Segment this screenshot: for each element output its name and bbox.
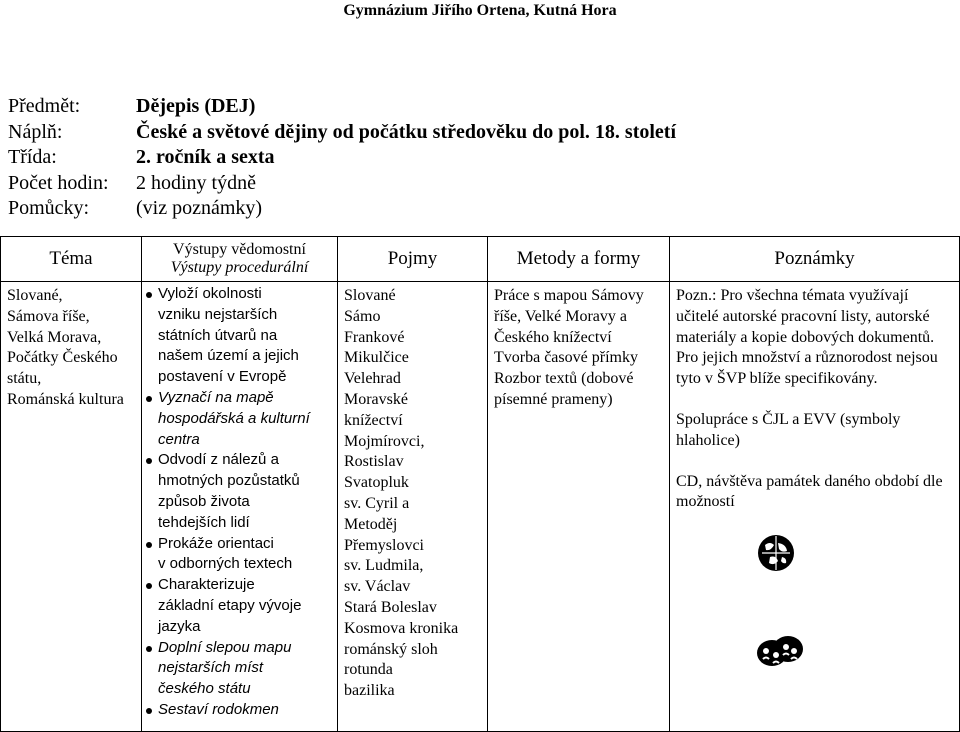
- method-line: Českého knížectví: [494, 328, 612, 346]
- bullet-icon: [146, 458, 152, 464]
- term-item: sv. Václav: [344, 578, 411, 596]
- topic-line: státu,: [7, 370, 42, 388]
- output-line: postavení v Evropě: [158, 368, 287, 386]
- output-line: našem území a jejich: [158, 347, 299, 365]
- outputs-list: [142, 282, 337, 721]
- output-line: hmotných pozůstatků: [158, 472, 300, 490]
- bullet-icon: [146, 292, 152, 298]
- output-line: základní etapy vývoje: [158, 596, 302, 614]
- topic-text: [1, 282, 141, 413]
- methods-list: [488, 282, 669, 413]
- meta-label: Třída:: [8, 146, 57, 168]
- term-item: bazilika: [344, 682, 395, 700]
- topic-line: Velká Morava,: [7, 328, 102, 346]
- term-item: Velehrad: [344, 370, 401, 388]
- output-line: jazyka: [158, 617, 201, 635]
- notes-icons: [676, 533, 955, 683]
- topic-line: Počátky Českého: [7, 349, 118, 367]
- meta-row-hours: [8, 171, 676, 197]
- output-line: vzniku nejstarších: [158, 305, 278, 323]
- output-line: českého státu: [158, 680, 251, 698]
- term-item: Mikulčice: [344, 349, 409, 367]
- meta-row-class: [8, 145, 676, 171]
- term-item: knížectví: [344, 411, 403, 429]
- output-line: hospodářská a kulturní: [158, 409, 310, 427]
- term-item: Slované: [344, 287, 396, 304]
- term-item: Stará Boleslav: [344, 598, 437, 616]
- output-item: [146, 575, 337, 637]
- meta-label: Předmět:: [8, 95, 81, 117]
- bullet-icon: [146, 542, 152, 548]
- output-line: Sestaví rodokmen: [158, 700, 279, 718]
- output-line: státních útvarů na: [158, 326, 278, 344]
- notes-cell: [670, 282, 960, 732]
- topic-line: Sámova říše,: [7, 307, 90, 325]
- header-outputs: [142, 237, 338, 282]
- output-item: [146, 450, 337, 533]
- outputs-cell: [142, 282, 338, 732]
- term-item: Přemyslovci: [344, 536, 424, 554]
- method-line: písemné prameny): [494, 390, 613, 408]
- globe-icon: [756, 533, 796, 573]
- output-line: tehdejších lidí: [158, 513, 250, 531]
- header-topic: Téma: [1, 237, 142, 282]
- output-line: centra: [158, 430, 200, 448]
- table-row: [1, 282, 960, 732]
- meta-label: Počet hodin:: [8, 171, 109, 194]
- method-line: Rozbor textů (dobové: [494, 370, 634, 388]
- header-outputs-procedural: Výstupy procedurální: [170, 259, 309, 276]
- term-item: Mojmírovci,: [344, 432, 425, 450]
- meta-row-aids: [8, 196, 676, 222]
- note-paragraph: CD, návštěva památek daného období dle možností: [676, 472, 943, 511]
- table-header-row: [1, 237, 960, 282]
- output-line: Charakterizuje: [158, 576, 255, 594]
- terms-list: [338, 282, 487, 704]
- output-item: [146, 638, 337, 700]
- meta-value: Dějepis (DEJ): [136, 95, 256, 117]
- terms-cell: [338, 282, 488, 732]
- term-item: rotunda: [344, 661, 393, 679]
- output-item: [146, 534, 337, 576]
- output-item: [146, 388, 337, 450]
- meta-row-content: [8, 120, 676, 146]
- curriculum-table: [0, 236, 960, 732]
- note-paragraph: Pozn.: Pro všechna témata využívají učitelé autorské pracovní listy, autorské materiály a kopie dobových dokumentů. Pro jejich množství a různorodost nejsou tyto v ŠVP blíže specifikovány.: [676, 287, 938, 388]
- output-line: Vyloží okolnosti: [158, 285, 262, 302]
- meta-value: 2. ročník a sexta: [136, 146, 275, 168]
- meta-value: 2 hodiny týdně: [136, 171, 256, 194]
- topic-cell: [1, 282, 142, 732]
- term-item: Kosmova kronika: [344, 619, 459, 637]
- bullet-icon: [146, 396, 152, 402]
- term-item: Frankové: [344, 328, 405, 346]
- meta-value: České a světové dějiny od počátku středověku do pol. 18. století: [136, 120, 677, 143]
- note-paragraph: Spolupráce s ČJL a EVV (symboly hlaholice): [676, 410, 901, 449]
- meta-value: (viz poznámky): [136, 197, 263, 219]
- course-meta: [8, 94, 676, 222]
- header-terms: Pojmy: [338, 237, 488, 282]
- output-line: v odborných textech: [158, 555, 293, 573]
- notes-content: [670, 282, 959, 685]
- term-item: románský sloh: [344, 640, 438, 658]
- output-line: způsob života: [158, 492, 250, 510]
- term-item: Svatopluk: [344, 474, 409, 492]
- bullet-icon: [146, 646, 152, 652]
- topic-line: Románská kultura: [7, 390, 124, 408]
- output-line: Prokáže orientaci: [158, 534, 274, 552]
- school-name: Gymnázium Jiřího Ortena, Kutná Hora: [343, 2, 617, 19]
- term-item: sv. Cyril a: [344, 494, 410, 512]
- people-group-icon: [756, 633, 804, 669]
- output-item: [146, 284, 337, 388]
- method-line: Tvorba časové přímky: [494, 349, 638, 367]
- methods-cell: [488, 282, 670, 732]
- meta-label: Náplň:: [8, 120, 63, 143]
- meta-label: Pomůcky:: [8, 197, 90, 219]
- output-item: [146, 700, 337, 721]
- output-line: Vyznačí na mapě: [158, 388, 274, 406]
- output-line: nejstarších míst: [158, 659, 264, 677]
- output-line: Odvodí z nálezů a: [158, 451, 279, 469]
- topic-line: Slované,: [7, 287, 63, 304]
- bullet-icon: [146, 583, 152, 589]
- bullet-icon: [146, 708, 152, 714]
- term-item: Metoděj: [344, 515, 398, 533]
- method-line: Práce s mapou Sámovy: [494, 287, 644, 304]
- header-methods: Metody a formy: [488, 237, 670, 282]
- meta-row-subject: [8, 94, 676, 120]
- term-item: Sámo: [344, 307, 381, 325]
- output-line: Doplní slepou mapu: [158, 638, 292, 656]
- term-item: Moravské: [344, 390, 408, 408]
- term-item: sv. Ludmila,: [344, 557, 424, 575]
- header-notes: Poznámky: [670, 237, 960, 282]
- method-line: říše, Velké Moravy a: [494, 307, 627, 325]
- term-item: Rostislav: [344, 453, 404, 471]
- header-outputs-knowledge: Výstupy vědomostní: [173, 241, 306, 258]
